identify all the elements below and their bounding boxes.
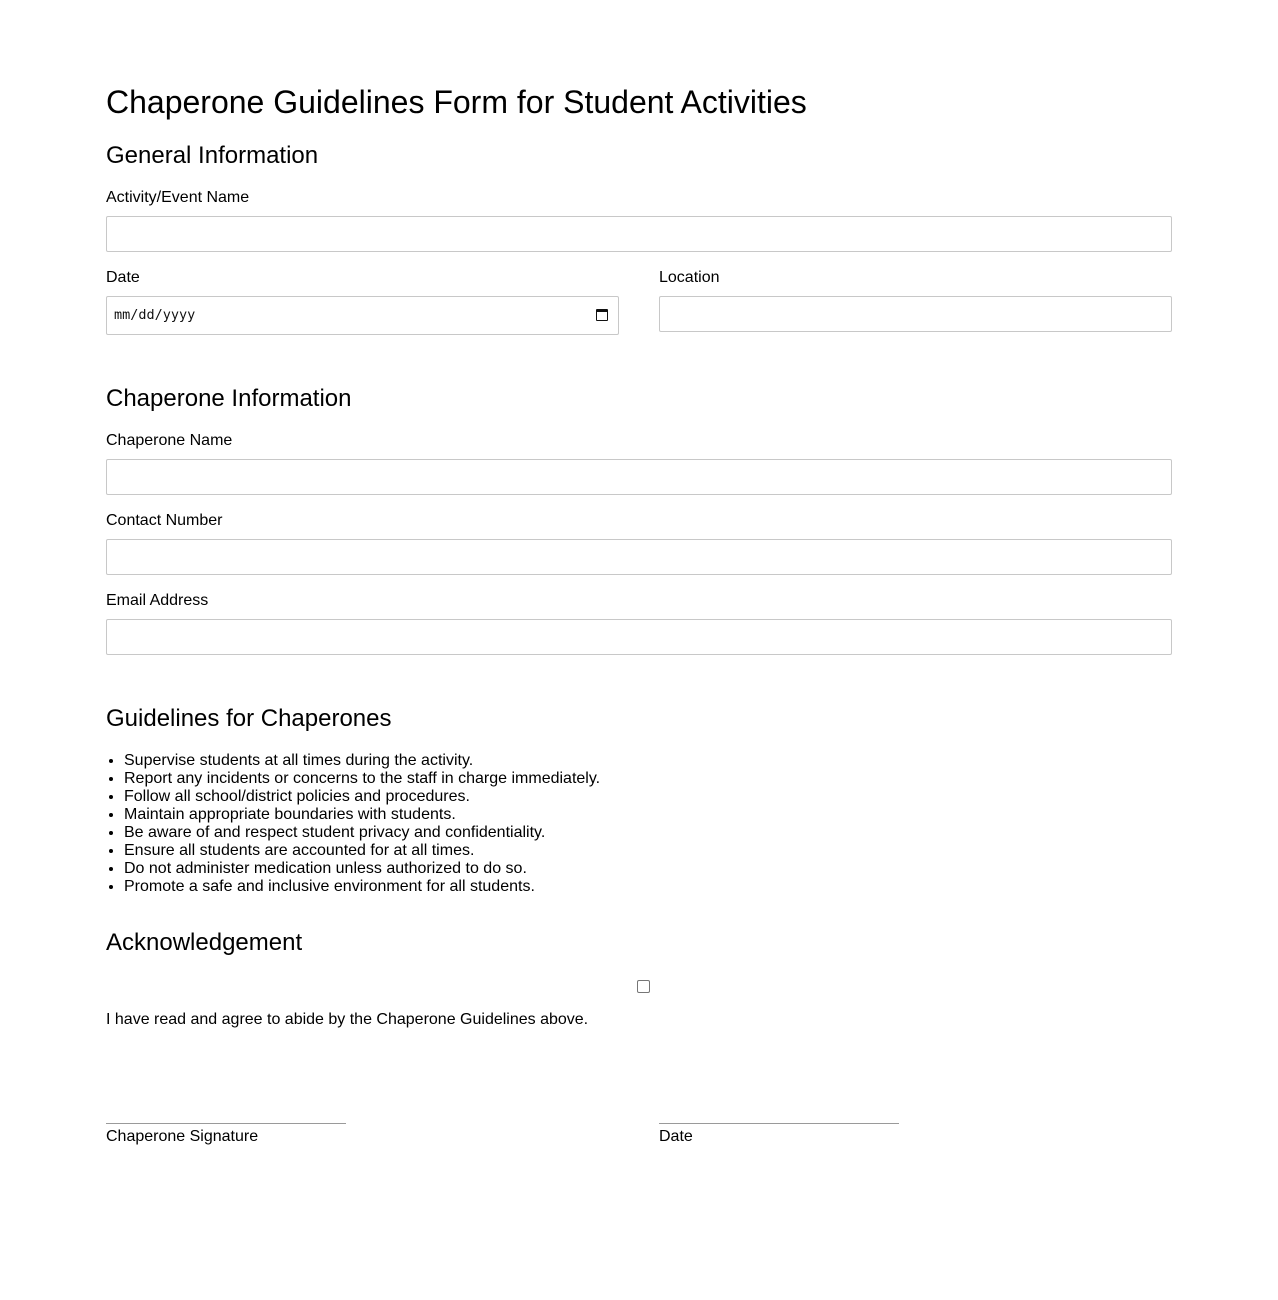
signature-line <box>106 1123 346 1124</box>
list-item: • Do not administer medication unless authorized to do so. <box>124 860 600 878</box>
signature-label: Chaperone Signature <box>106 1128 259 1145</box>
guidelines-list <box>106 752 600 896</box>
page-title: Chaperone Guidelines Form for Student Activities <box>106 84 807 120</box>
list-item: • Ensure all students are accounted for at all times. <box>124 842 600 860</box>
activity-name-input[interactable] <box>106 216 1172 252</box>
list-item: • Supervise students at all times during the activity. <box>124 752 600 770</box>
signature-date-label: Date <box>659 1128 693 1145</box>
chaperone-name-label: Chaperone Name <box>106 432 233 449</box>
list-item: • Be aware of and respect student privacy and confidentiality. <box>124 824 600 842</box>
date-placeholder: mm/dd/yyyy <box>114 307 196 323</box>
chaperone-name-input[interactable] <box>106 459 1172 495</box>
location-label: Location <box>659 269 720 286</box>
section-heading-acknowledgement: Acknowledgement <box>106 929 303 956</box>
list-item: • Promote a safe and inclusive environment for all students. <box>124 878 600 896</box>
list-item: • Follow all school/district policies and procedures. <box>124 788 600 806</box>
section-heading-general: General Information <box>106 142 319 169</box>
email-input[interactable] <box>106 619 1172 655</box>
location-input[interactable] <box>659 296 1172 332</box>
list-item: • Maintain appropriate boundaries with students. <box>124 806 600 824</box>
calendar-icon[interactable] <box>596 309 608 321</box>
section-heading-guidelines: Guidelines for Chaperones <box>106 705 392 732</box>
agree-checkbox[interactable] <box>637 980 650 993</box>
agree-text: I have read and agree to abide by the Chaperone Guidelines above. <box>106 1011 589 1028</box>
email-label: Email Address <box>106 592 209 609</box>
date-label: Date <box>106 269 140 286</box>
signature-date-line <box>659 1123 899 1124</box>
contact-number-label: Contact Number <box>106 512 223 529</box>
contact-number-input[interactable] <box>106 539 1172 575</box>
activity-label: Activity/Event Name <box>106 189 250 206</box>
list-item: • Report any incidents or concerns to the staff in charge immediately. <box>124 770 600 788</box>
date-input[interactable] <box>106 296 619 335</box>
section-heading-chaperone: Chaperone Information <box>106 385 352 412</box>
